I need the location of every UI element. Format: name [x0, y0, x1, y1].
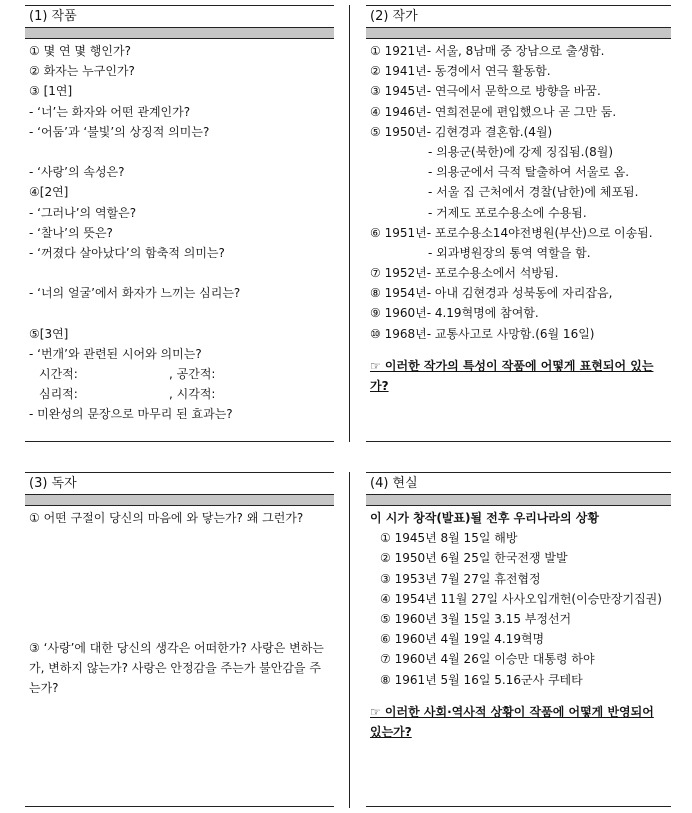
- q-line: ⑤[3연]: [29, 326, 69, 341]
- panel-reality-bottom-rule: [366, 806, 671, 807]
- timeline-item: ⑨ 1960년- 4.19혁명에 참여함.: [370, 306, 539, 321]
- history-item: ① 1945년 8월 15일 해방: [380, 531, 518, 546]
- reader-question-1: ① 어떤 구절이 당신의 마음에 와 닿는가? 왜 그런가?: [29, 511, 304, 525]
- panel-work-bar: [25, 27, 334, 39]
- panel-reality: [366, 472, 671, 742]
- timeline-item: ⑧ 1954년- 아내 김현경과 성북동에 자리잡음,: [370, 286, 613, 301]
- center-divider-top: [349, 5, 350, 442]
- timeline-item: ③ 1945년- 연극에서 문학으로 방향을 바꿈.: [370, 84, 601, 99]
- q-line: ② 화자는 누구인가?: [29, 64, 135, 79]
- q-line: - ‘사랑’의 속성은?: [29, 165, 125, 180]
- panel-reality-bar: [366, 494, 671, 506]
- panel-reader-bottom-rule: [25, 806, 334, 807]
- q-line: ③ [1연]: [29, 84, 73, 99]
- q-line: - ‘어둠’과 ‘불빛’의 상징적 의미는?: [29, 124, 210, 139]
- reality-subtitle: 이 시가 창작(발표)될 전후 우리나라의 상황: [370, 511, 599, 525]
- panel-author-title: (2) 작가: [366, 5, 671, 27]
- timeline-item: ⑩ 1968년- 교통사고로 사망함.(6월 16일): [370, 326, 595, 341]
- q-line: - ‘찰나’의 뜻은?: [29, 225, 113, 240]
- panel-author: [366, 5, 671, 396]
- history-item: ③ 1953년 7월 27일 휴전협정: [380, 571, 541, 586]
- panel-work-title: (1) 작품: [25, 5, 334, 27]
- q-line: ④[2연]: [29, 185, 69, 200]
- reality-question: ☞ 이러한 사회·역사적 상황이 작품에 어떻게 반영되어 있는가?: [370, 704, 654, 739]
- reader-question-3: ③ ‘사랑’에 대한 당신의 생각은 어떠한가? 사랑은 변하는가, 변하지 않는가? 사랑은 안정감을 주는가 불안감을 주는가?: [29, 641, 324, 695]
- answer-pair: 시간적: , 공간적:: [39, 367, 216, 381]
- q-line: - ‘그러나’의 역할은?: [29, 205, 137, 220]
- q-line: - ‘번개’와 관련된 시어와 의미는?: [29, 346, 202, 361]
- q-line: ① 몇 연 몇 행인가?: [29, 44, 131, 58]
- timeline-subitem: - 서울 집 근처에서 경찰(남한)에 체포됨.: [428, 185, 639, 200]
- q-line: - 미완성의 문장으로 마무리 된 효과는?: [29, 407, 233, 422]
- history-item: ⑧ 1961년 5월 16일 5.16군사 쿠테타: [380, 672, 583, 687]
- center-divider-bottom: [349, 472, 350, 808]
- author-question: ☞ 이러한 작가의 특성이 작품에 어떻게 표현되어 있는가?: [370, 358, 654, 393]
- timeline-subitem: - 외과병원장의 통역 역할을 함.: [428, 245, 591, 260]
- timeline-item: ⑥ 1951년- 포로수용소14야전병원(부산)으로 이송됨.: [370, 225, 653, 240]
- panel-reader-body: [25, 506, 334, 698]
- timeline-subitem: - 의용군(북한)에 강제 징집됨.(8월): [428, 144, 614, 159]
- panel-work: [25, 5, 334, 425]
- history-item: ④ 1954년 11월 27일 사사오입개헌(이승만장기집권): [380, 591, 662, 606]
- history-item: ⑤ 1960년 3월 15일 3.15 부정선거: [380, 611, 572, 626]
- timeline-subitem: - 거제도 포로수용소에 수용됨.: [428, 205, 587, 220]
- panel-author-bottom-rule: [366, 441, 671, 442]
- panel-author-body: [366, 39, 671, 396]
- history-item: ② 1950년 6월 25일 한국전쟁 발발: [380, 551, 568, 566]
- timeline-item: ① 1921년- 서울, 8남매 중 장남으로 출생함.: [370, 44, 605, 58]
- timeline-item: ② 1941년- 동경에서 연극 활동함.: [370, 64, 551, 79]
- panel-work-body: [25, 39, 334, 425]
- answer-pair: 심리적: , 시각적:: [39, 387, 216, 402]
- panel-reader-bar: [25, 494, 334, 506]
- panel-reader-title: (3) 독자: [25, 472, 334, 494]
- panel-reality-title: (4) 현실: [366, 472, 671, 494]
- panel-reality-body: [366, 506, 671, 742]
- panel-work-bottom-rule: [25, 441, 334, 442]
- timeline-subitem: - 의용군에서 극적 탈출하여 서울로 옴.: [428, 165, 630, 180]
- history-item: ⑥ 1960년 4월 19일 4.19혁명: [380, 632, 545, 647]
- q-line: - ‘꺼졌다 살아났다’의 함축적 의미는?: [29, 245, 225, 260]
- timeline-item: ⑦ 1952년- 포로수용소에서 석방됨.: [370, 266, 559, 281]
- panel-reader: [25, 472, 334, 698]
- panel-author-bar: [366, 27, 671, 39]
- timeline-item: ⑤ 1950년- 김현경과 결혼함.(4월): [370, 124, 553, 139]
- q-line: - ‘너의 얼굴’에서 화자가 느끼는 심리는?: [29, 286, 241, 301]
- timeline-item: ④ 1946년- 연희전문에 편입했으나 곧 그만 둠.: [370, 104, 617, 119]
- q-line: - ‘너’는 화자와 어떤 관계인가?: [29, 104, 191, 119]
- history-item: ⑦ 1960년 4월 26일 이승만 대통령 하야: [380, 652, 595, 667]
